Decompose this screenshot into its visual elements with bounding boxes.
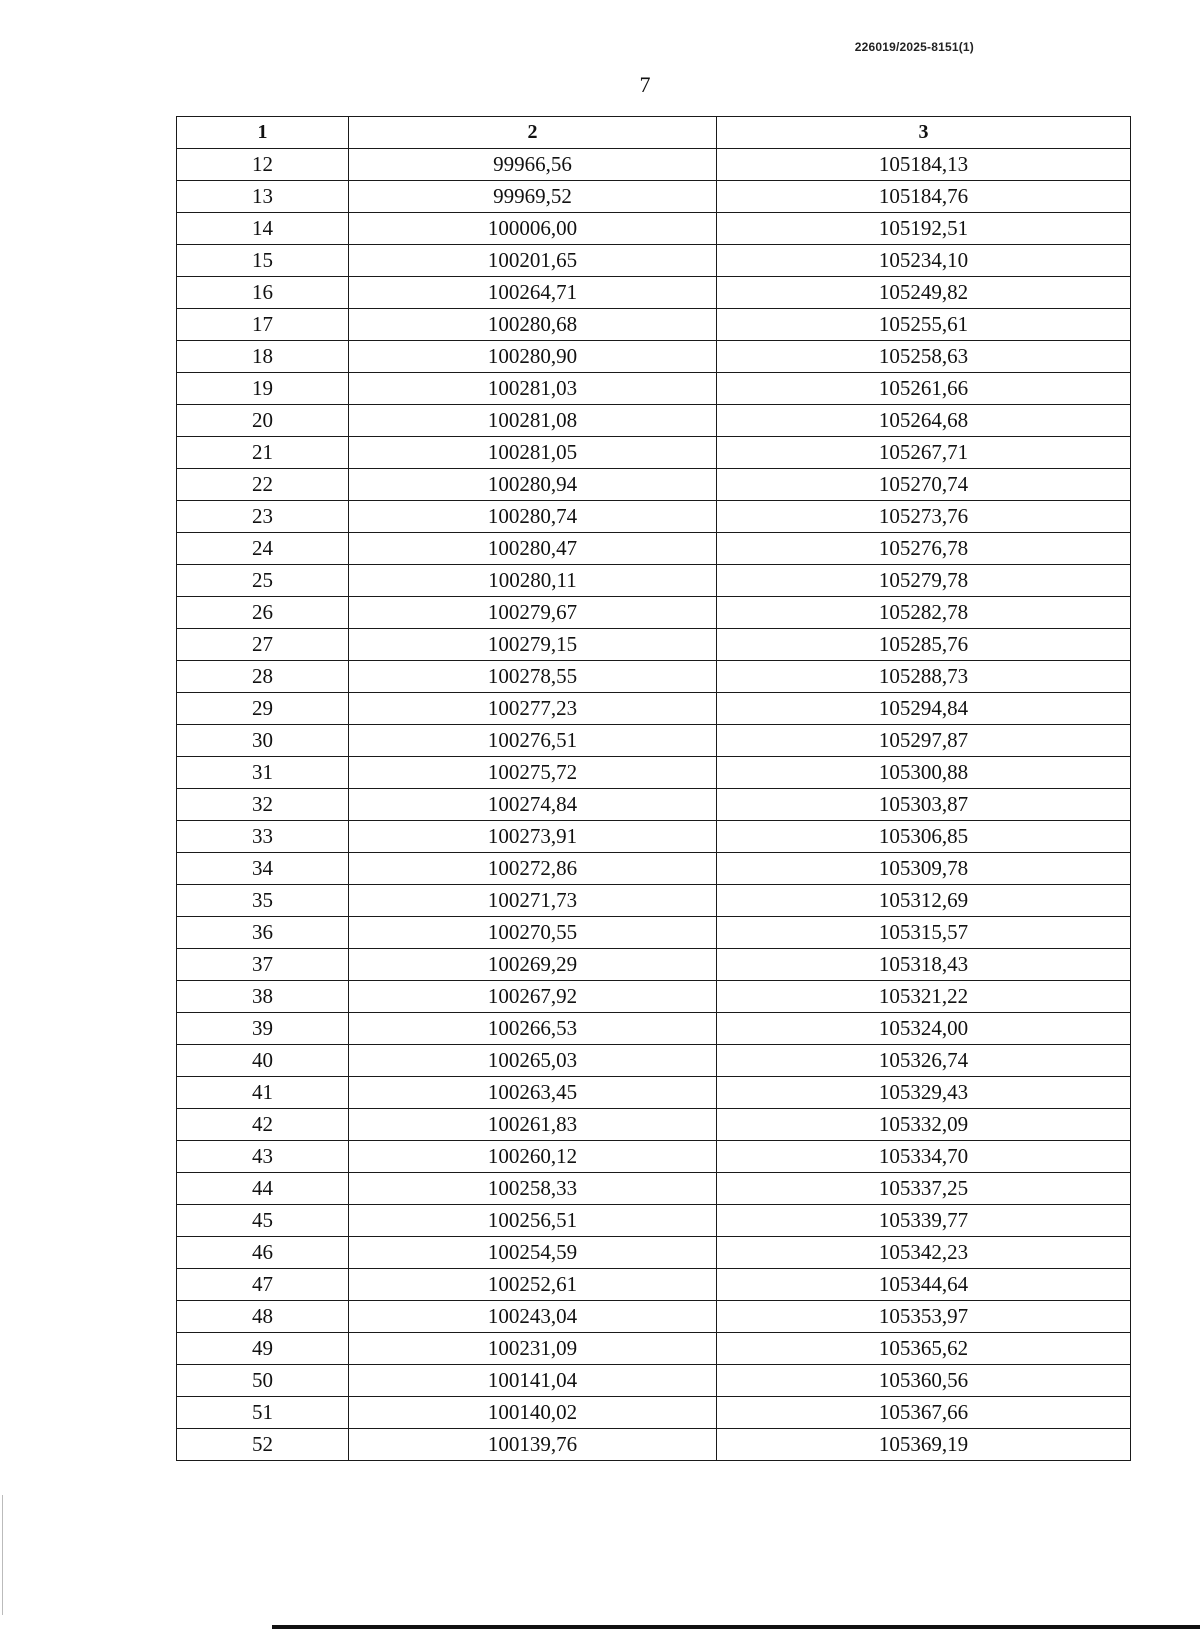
y-coordinate-cell: 105367,66: [717, 1397, 1131, 1429]
table-row: [177, 661, 1131, 693]
y-coordinate-cell: 105369,19: [717, 1429, 1131, 1461]
page-number: 7: [639, 72, 651, 97]
point-number-cell: 44: [177, 1173, 349, 1205]
y-coordinate-cell: 105184,13: [717, 149, 1131, 181]
table-row: [177, 1013, 1131, 1045]
point-number-cell: 45: [177, 1205, 349, 1237]
table-row: [177, 1429, 1131, 1461]
y-coordinate-cell: 105282,78: [717, 597, 1131, 629]
point-number-cell: 40: [177, 1045, 349, 1077]
point-number-cell: 42: [177, 1109, 349, 1141]
table-row: [177, 725, 1131, 757]
y-coordinate-cell: 105234,10: [717, 245, 1131, 277]
point-number-cell: 46: [177, 1237, 349, 1269]
x-coordinate-cell: 100141,04: [349, 1365, 717, 1397]
point-number-cell: 30: [177, 725, 349, 757]
y-coordinate-cell: 105342,23: [717, 1237, 1131, 1269]
table-row: [177, 1333, 1131, 1365]
table-row: [177, 213, 1131, 245]
table-row: [177, 277, 1131, 309]
table-header-row: [177, 117, 1131, 149]
table-body: [177, 149, 1131, 1461]
x-coordinate-cell: 100264,71: [349, 277, 717, 309]
y-coordinate-cell: 105184,76: [717, 181, 1131, 213]
point-number-cell: 48: [177, 1301, 349, 1333]
x-coordinate-cell: 100006,00: [349, 213, 717, 245]
x-coordinate-cell: 100263,45: [349, 1077, 717, 1109]
point-number-cell: 16: [177, 277, 349, 309]
column-header-1: 1: [177, 117, 349, 149]
table-row: [177, 309, 1131, 341]
table-row: [177, 341, 1131, 373]
y-coordinate-cell: 105353,97: [717, 1301, 1131, 1333]
x-coordinate-cell: 100266,53: [349, 1013, 717, 1045]
y-coordinate-cell: 105312,69: [717, 885, 1131, 917]
point-number-cell: 35: [177, 885, 349, 917]
table-row: [177, 533, 1131, 565]
point-number-cell: 21: [177, 437, 349, 469]
table-row: [177, 565, 1131, 597]
point-number-cell: 12: [177, 149, 349, 181]
table-row: [177, 469, 1131, 501]
y-coordinate-cell: 105344,64: [717, 1269, 1131, 1301]
y-coordinate-cell: 105294,84: [717, 693, 1131, 725]
point-number-cell: 32: [177, 789, 349, 821]
y-coordinate-cell: 105273,76: [717, 501, 1131, 533]
y-coordinate-cell: 105249,82: [717, 277, 1131, 309]
table-row: [177, 1109, 1131, 1141]
y-coordinate-cell: 105264,68: [717, 405, 1131, 437]
x-coordinate-cell: 100278,55: [349, 661, 717, 693]
table-row: [177, 853, 1131, 885]
table-row: [177, 1365, 1131, 1397]
point-number-cell: 41: [177, 1077, 349, 1109]
table-row: [177, 789, 1131, 821]
y-coordinate-cell: 105326,74: [717, 1045, 1131, 1077]
x-coordinate-cell: 100280,90: [349, 341, 717, 373]
coordinates-table: [176, 116, 1131, 1461]
table-row: [177, 693, 1131, 725]
y-coordinate-cell: 105192,51: [717, 213, 1131, 245]
point-number-cell: 26: [177, 597, 349, 629]
point-number-cell: 14: [177, 213, 349, 245]
x-coordinate-cell: 100265,03: [349, 1045, 717, 1077]
scan-margin-mark: [2, 1495, 3, 1615]
point-number-cell: 43: [177, 1141, 349, 1173]
point-number-cell: 33: [177, 821, 349, 853]
x-coordinate-cell: 100254,59: [349, 1237, 717, 1269]
y-coordinate-cell: 105332,09: [717, 1109, 1131, 1141]
table-row: [177, 501, 1131, 533]
table-row: [177, 757, 1131, 789]
y-coordinate-cell: 105267,71: [717, 437, 1131, 469]
x-coordinate-cell: 100276,51: [349, 725, 717, 757]
y-coordinate-cell: 105309,78: [717, 853, 1131, 885]
point-number-cell: 15: [177, 245, 349, 277]
y-coordinate-cell: 105270,74: [717, 469, 1131, 501]
point-number-cell: 29: [177, 693, 349, 725]
table-row: [177, 181, 1131, 213]
point-number-cell: 27: [177, 629, 349, 661]
point-number-cell: 39: [177, 1013, 349, 1045]
point-number-cell: 23: [177, 501, 349, 533]
point-number-cell: 20: [177, 405, 349, 437]
y-coordinate-cell: 105288,73: [717, 661, 1131, 693]
table-row: [177, 405, 1131, 437]
y-coordinate-cell: 105365,62: [717, 1333, 1131, 1365]
x-coordinate-cell: 100260,12: [349, 1141, 717, 1173]
x-coordinate-cell: 100267,92: [349, 981, 717, 1013]
table-row: [177, 597, 1131, 629]
y-coordinate-cell: 105303,87: [717, 789, 1131, 821]
x-coordinate-cell: 100258,33: [349, 1173, 717, 1205]
point-number-cell: 22: [177, 469, 349, 501]
x-coordinate-cell: 100280,47: [349, 533, 717, 565]
y-coordinate-cell: 105334,70: [717, 1141, 1131, 1173]
y-coordinate-cell: 105339,77: [717, 1205, 1131, 1237]
y-coordinate-cell: 105337,25: [717, 1173, 1131, 1205]
table-row: [177, 981, 1131, 1013]
table-row: [177, 1077, 1131, 1109]
y-coordinate-cell: 105360,56: [717, 1365, 1131, 1397]
point-number-cell: 36: [177, 917, 349, 949]
y-coordinate-cell: 105321,22: [717, 981, 1131, 1013]
y-coordinate-cell: 105255,61: [717, 309, 1131, 341]
x-coordinate-cell: 100140,02: [349, 1397, 717, 1429]
point-number-cell: 51: [177, 1397, 349, 1429]
x-coordinate-cell: 100272,86: [349, 853, 717, 885]
point-number-cell: 52: [177, 1429, 349, 1461]
x-coordinate-cell: 100269,29: [349, 949, 717, 981]
x-coordinate-cell: 100281,05: [349, 437, 717, 469]
y-coordinate-cell: 105315,57: [717, 917, 1131, 949]
x-coordinate-cell: 100271,73: [349, 885, 717, 917]
point-number-cell: 25: [177, 565, 349, 597]
coordinates-table-container: [176, 116, 1130, 1461]
x-coordinate-cell: 100280,94: [349, 469, 717, 501]
table-row: [177, 1269, 1131, 1301]
y-coordinate-cell: 105285,76: [717, 629, 1131, 661]
x-coordinate-cell: 100273,91: [349, 821, 717, 853]
table-row: [177, 949, 1131, 981]
column-header-2: 2: [349, 117, 717, 149]
y-coordinate-cell: 105297,87: [717, 725, 1131, 757]
point-number-cell: 17: [177, 309, 349, 341]
y-coordinate-cell: 105276,78: [717, 533, 1131, 565]
y-coordinate-cell: 105306,85: [717, 821, 1131, 853]
x-coordinate-cell: 100275,72: [349, 757, 717, 789]
x-coordinate-cell: 100280,11: [349, 565, 717, 597]
point-number-cell: 19: [177, 373, 349, 405]
table-row: [177, 629, 1131, 661]
point-number-cell: 37: [177, 949, 349, 981]
point-number-cell: 49: [177, 1333, 349, 1365]
table-row: [177, 245, 1131, 277]
table-row: [177, 437, 1131, 469]
table-row: [177, 1173, 1131, 1205]
table-row: [177, 1301, 1131, 1333]
table-row: [177, 917, 1131, 949]
point-number-cell: 31: [177, 757, 349, 789]
scan-edge-bar: [272, 1625, 1200, 1629]
point-number-cell: 24: [177, 533, 349, 565]
document-id: 226019/2025-8151(1): [854, 40, 974, 54]
x-coordinate-cell: 100252,61: [349, 1269, 717, 1301]
x-coordinate-cell: 100277,23: [349, 693, 717, 725]
y-coordinate-cell: 105279,78: [717, 565, 1131, 597]
x-coordinate-cell: 100261,83: [349, 1109, 717, 1141]
table-row: [177, 1045, 1131, 1077]
y-coordinate-cell: 105318,43: [717, 949, 1131, 981]
y-coordinate-cell: 105261,66: [717, 373, 1131, 405]
y-coordinate-cell: 105258,63: [717, 341, 1131, 373]
x-coordinate-cell: 100256,51: [349, 1205, 717, 1237]
y-coordinate-cell: 105300,88: [717, 757, 1131, 789]
point-number-cell: 13: [177, 181, 349, 213]
x-coordinate-cell: 100279,15: [349, 629, 717, 661]
point-number-cell: 18: [177, 341, 349, 373]
x-coordinate-cell: 100279,67: [349, 597, 717, 629]
table-row: [177, 1205, 1131, 1237]
x-coordinate-cell: 100243,04: [349, 1301, 717, 1333]
table-row: [177, 885, 1131, 917]
point-number-cell: 38: [177, 981, 349, 1013]
table-row: [177, 1397, 1131, 1429]
x-coordinate-cell: 100274,84: [349, 789, 717, 821]
x-coordinate-cell: 99969,52: [349, 181, 717, 213]
x-coordinate-cell: 100281,08: [349, 405, 717, 437]
x-coordinate-cell: 100231,09: [349, 1333, 717, 1365]
column-header-3: 3: [717, 117, 1131, 149]
y-coordinate-cell: 105329,43: [717, 1077, 1131, 1109]
point-number-cell: 47: [177, 1269, 349, 1301]
table-row: [177, 821, 1131, 853]
point-number-cell: 28: [177, 661, 349, 693]
x-coordinate-cell: 100280,74: [349, 501, 717, 533]
x-coordinate-cell: 100280,68: [349, 309, 717, 341]
point-number-cell: 50: [177, 1365, 349, 1397]
table-row: [177, 149, 1131, 181]
point-number-cell: 34: [177, 853, 349, 885]
x-coordinate-cell: 100281,03: [349, 373, 717, 405]
x-coordinate-cell: 100270,55: [349, 917, 717, 949]
table-row: [177, 373, 1131, 405]
table-row: [177, 1141, 1131, 1173]
y-coordinate-cell: 105324,00: [717, 1013, 1131, 1045]
x-coordinate-cell: 100201,65: [349, 245, 717, 277]
table-row: [177, 1237, 1131, 1269]
x-coordinate-cell: 99966,56: [349, 149, 717, 181]
x-coordinate-cell: 100139,76: [349, 1429, 717, 1461]
